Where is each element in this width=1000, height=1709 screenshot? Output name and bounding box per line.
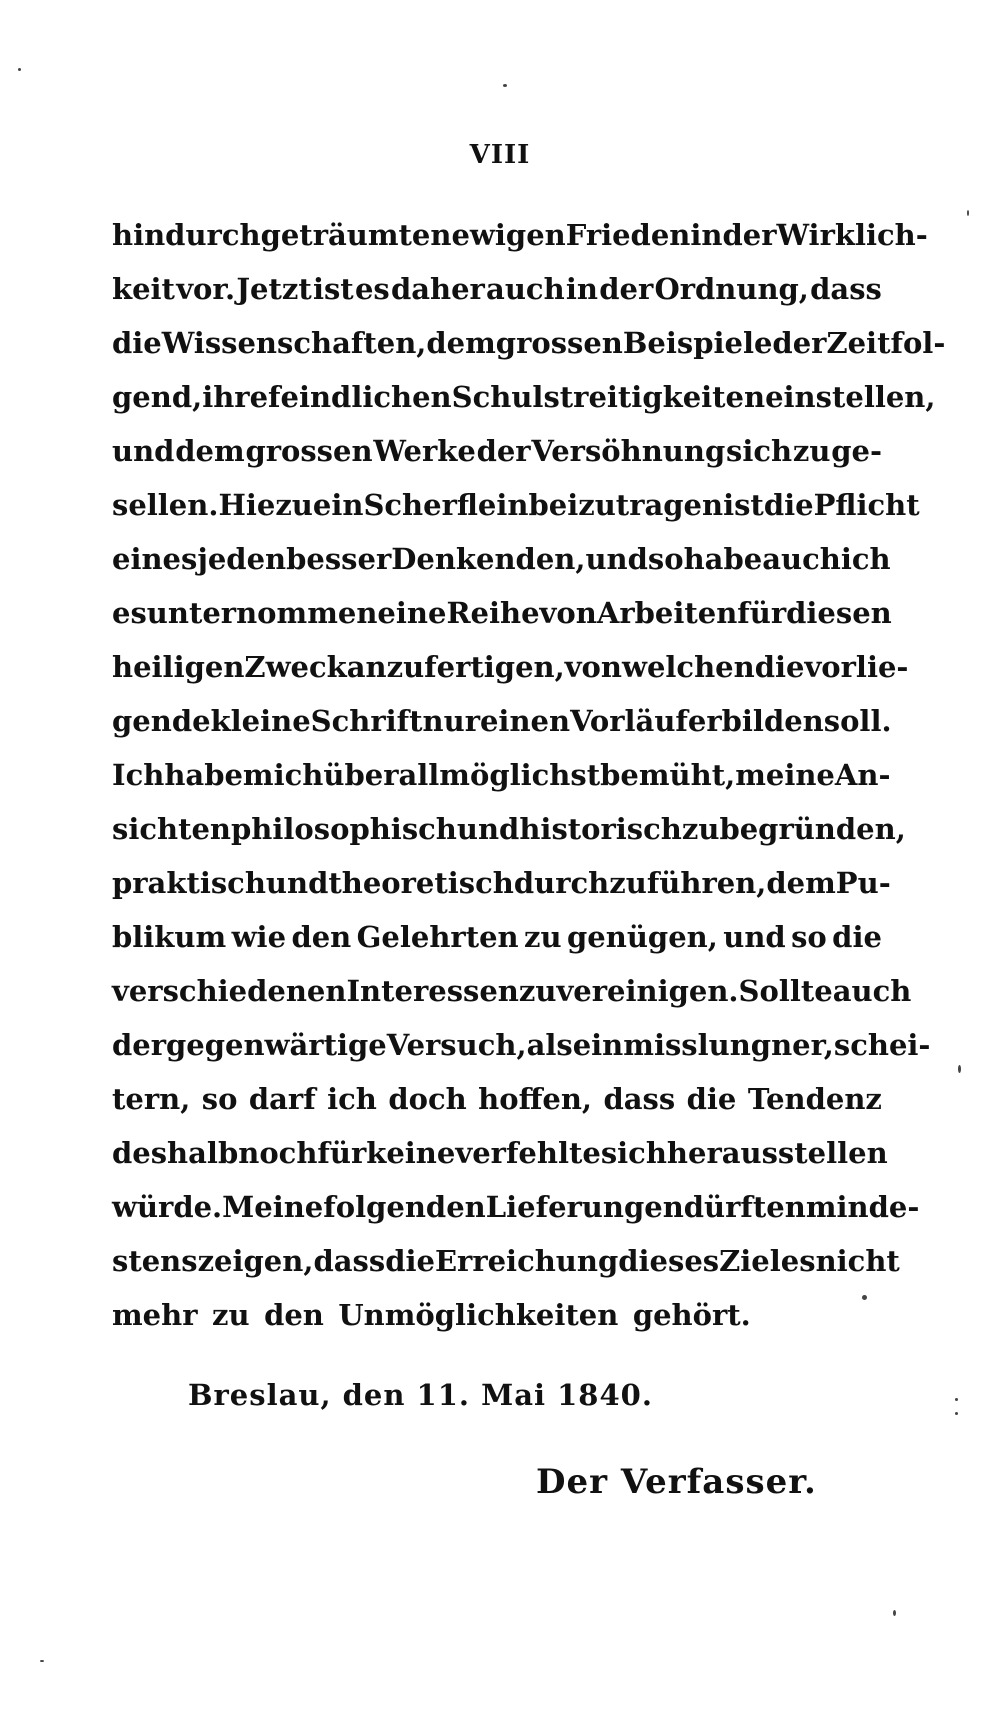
scan-speck <box>18 68 21 71</box>
word: verfehlte <box>455 1136 601 1170</box>
word: daher <box>390 272 485 306</box>
word: wie <box>231 920 287 954</box>
word: zu <box>518 974 557 1008</box>
word: Werke <box>373 434 476 468</box>
word: Versöhnung <box>531 434 726 468</box>
word: dieses <box>618 1244 720 1278</box>
word: es <box>112 596 147 630</box>
text-line <box>112 1072 882 1126</box>
word: Reihe <box>446 596 540 630</box>
word: Frieden <box>565 218 691 252</box>
word: ge- <box>831 434 882 468</box>
word: ewigen <box>451 218 566 252</box>
word: Beispiele <box>622 326 773 360</box>
word: historisch <box>519 812 682 846</box>
word: die <box>686 1082 737 1116</box>
word: Schrift <box>310 704 423 738</box>
word: tern, <box>112 1082 191 1116</box>
word: sellen. <box>112 488 219 522</box>
page-number: VIII <box>469 140 531 170</box>
word: dem <box>766 866 836 900</box>
word: so <box>791 920 827 954</box>
text-line <box>112 1234 900 1288</box>
word: der <box>599 272 654 306</box>
word: die <box>112 326 162 360</box>
word: mich <box>242 758 324 792</box>
word: ich <box>840 542 891 576</box>
word: gegenwärtige <box>166 1028 387 1062</box>
word: darf <box>248 1082 316 1116</box>
text-line <box>112 532 891 586</box>
word: geträumten <box>260 218 452 252</box>
word: der <box>772 326 827 360</box>
word: Schulstreitigkeiten <box>451 380 766 414</box>
word: dass <box>810 272 882 306</box>
word: ist <box>312 272 354 306</box>
word: Pflicht <box>813 488 920 522</box>
word: praktisch <box>112 866 266 900</box>
word: bilden <box>721 704 824 738</box>
word: den <box>264 1298 324 1332</box>
word: vor. <box>176 272 236 306</box>
word: so <box>647 542 684 576</box>
word: und <box>723 920 786 954</box>
word: der <box>112 1028 167 1062</box>
word: stens <box>112 1244 198 1278</box>
text-line <box>112 1288 882 1342</box>
word: bemüht, <box>600 758 736 792</box>
word: blikum <box>112 920 227 954</box>
word: philosophisch <box>231 812 457 846</box>
word: der <box>476 434 531 468</box>
scan-speck <box>955 1412 958 1415</box>
word: und <box>112 434 175 468</box>
word: herausstellen <box>666 1136 888 1170</box>
word: mehr <box>112 1298 198 1332</box>
word: Ich <box>112 758 165 792</box>
word: Wirklich- <box>776 218 928 252</box>
word: Versuch, <box>386 1028 527 1062</box>
word: würde. <box>112 1190 223 1224</box>
word: begründen, <box>719 812 906 846</box>
word: gend, <box>112 380 203 414</box>
text-line <box>112 748 891 802</box>
scan-speck <box>862 1295 867 1300</box>
word: sich <box>726 434 793 468</box>
word: folgenden <box>323 1190 486 1224</box>
word: unternommen <box>146 596 378 630</box>
word: zu <box>524 920 562 954</box>
word: eines <box>112 542 198 576</box>
word: sich <box>600 1136 667 1170</box>
word: meine <box>735 758 835 792</box>
word: soll. <box>823 704 892 738</box>
word: dürften <box>683 1190 806 1224</box>
word: für <box>737 596 787 630</box>
word: dass <box>313 1244 386 1278</box>
word: Pu- <box>835 866 891 900</box>
text-line <box>112 856 891 910</box>
word: Tendenz <box>747 1082 882 1116</box>
word: und <box>265 866 329 900</box>
word: besser <box>286 542 392 576</box>
word: den <box>291 920 352 954</box>
text-line <box>112 802 906 856</box>
word: genügen, <box>567 920 718 954</box>
word: heiligen <box>112 650 245 684</box>
word: habe <box>164 758 243 792</box>
text-line <box>112 694 892 748</box>
word: die <box>754 650 805 684</box>
word: die <box>832 920 882 954</box>
word: Gelehrten <box>356 920 519 954</box>
word: verschiedenen <box>112 974 347 1008</box>
word: auch <box>832 974 912 1008</box>
word: kleine <box>210 704 311 738</box>
word: feindlichen <box>268 380 452 414</box>
word: keine <box>366 1136 456 1170</box>
scan-speck <box>958 1065 961 1073</box>
text-line <box>112 1126 888 1180</box>
scan-speck <box>955 1398 958 1401</box>
word: welchen <box>621 650 755 684</box>
word: gehört. <box>632 1298 751 1332</box>
word: dass <box>603 1082 676 1116</box>
word: von <box>564 650 622 684</box>
word: zu <box>681 812 720 846</box>
word: durch <box>513 866 610 900</box>
text-line <box>112 208 928 262</box>
word: dem <box>175 434 245 468</box>
word: in <box>565 272 598 306</box>
word: zeigen, <box>197 1244 314 1278</box>
word: Meine <box>222 1190 324 1224</box>
word: der <box>722 218 777 252</box>
scan-speck <box>893 1610 896 1616</box>
word: Jetzt <box>236 272 312 306</box>
word: die <box>385 1244 435 1278</box>
word: noch <box>238 1136 318 1170</box>
scan-speck <box>40 1660 44 1662</box>
text-line <box>112 316 946 370</box>
preface-body <box>112 208 946 1342</box>
word: vorlie- <box>804 650 909 684</box>
text-line <box>112 478 920 532</box>
word: hoffen, <box>478 1082 593 1116</box>
word: zu <box>792 434 831 468</box>
word: grossen <box>245 434 373 468</box>
word: beizutragen <box>528 488 724 522</box>
word: überall <box>323 758 440 792</box>
word: von <box>539 596 597 630</box>
word: nur <box>422 704 480 738</box>
word: in <box>690 218 723 252</box>
word: grossen <box>495 326 623 360</box>
word: Wissenschaften, <box>161 326 427 360</box>
word: möglichst <box>439 758 601 792</box>
word: An- <box>834 758 891 792</box>
text-line <box>112 370 936 424</box>
word: doch <box>388 1082 467 1116</box>
word: minde- <box>805 1190 920 1224</box>
word: Zweck <box>244 650 347 684</box>
word: und <box>456 812 520 846</box>
word: misslungner, <box>623 1028 834 1062</box>
word: vereinigen. <box>556 974 739 1008</box>
word: es <box>354 272 390 306</box>
word: zu <box>609 866 647 900</box>
word: ihre <box>202 380 269 414</box>
word: Zieles <box>719 1244 816 1278</box>
scan-speck <box>503 84 507 87</box>
word: Unmöglichkeiten <box>338 1298 619 1332</box>
scan-speck <box>967 210 969 216</box>
word: Interessen <box>346 974 519 1008</box>
word: sichten <box>112 812 232 846</box>
text-line <box>112 586 892 640</box>
word: auch <box>486 272 565 306</box>
word: fol- <box>890 326 946 360</box>
word: habe <box>683 542 763 576</box>
word: hindurch <box>112 218 261 252</box>
word: schei- <box>833 1028 931 1062</box>
word: eine <box>377 596 447 630</box>
word: anzufertigen, <box>346 650 565 684</box>
word: jeden <box>197 542 287 576</box>
word: einen <box>479 704 571 738</box>
place-date: Breslau, den 11. Mai 1840. <box>188 1378 653 1412</box>
word: ein <box>572 1028 624 1062</box>
word: gende <box>112 704 211 738</box>
text-line <box>112 1018 931 1072</box>
word: und <box>585 542 648 576</box>
text-line <box>112 262 882 316</box>
word: Vorläufer <box>570 704 722 738</box>
text-line <box>112 1180 920 1234</box>
word: auch <box>762 542 841 576</box>
word: theoretisch <box>328 866 514 900</box>
word: Ordnung, <box>654 272 809 306</box>
word: für <box>317 1136 367 1170</box>
word: ist <box>723 488 764 522</box>
word: Denkenden, <box>391 542 586 576</box>
word: Erreichung <box>434 1244 619 1278</box>
word: führen, <box>646 866 767 900</box>
word: als <box>526 1028 573 1062</box>
word: ich <box>327 1082 377 1116</box>
word: diesen <box>786 596 892 630</box>
word: Zeit <box>826 326 891 360</box>
author-signature: Der Verfasser. <box>536 1462 817 1502</box>
word: nicht <box>815 1244 900 1278</box>
word: Scherflein <box>363 488 529 522</box>
text-line <box>112 640 909 694</box>
text-line <box>112 424 882 478</box>
text-line <box>112 964 912 1018</box>
word: ein <box>312 488 364 522</box>
word: Sollte <box>738 974 833 1008</box>
word: deshalb <box>112 1136 239 1170</box>
word: keit <box>112 272 175 306</box>
word: die <box>763 488 814 522</box>
word: Hiezu <box>218 488 313 522</box>
word: einstellen, <box>765 380 936 414</box>
word: Arbeiten <box>596 596 738 630</box>
word: dem <box>426 326 496 360</box>
text-line <box>112 910 882 964</box>
word: Lieferungen <box>485 1190 684 1224</box>
word: zu <box>212 1298 250 1332</box>
word: so <box>201 1082 238 1116</box>
